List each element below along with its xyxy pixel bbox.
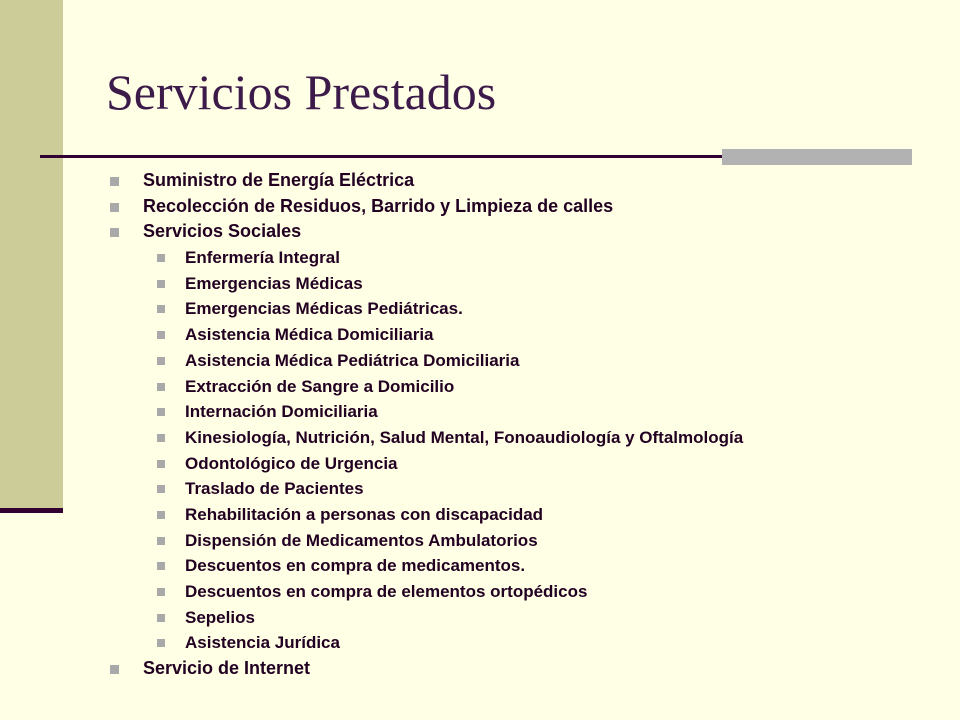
slide-title: Servicios Prestados <box>106 64 497 120</box>
sub-bullet-item <box>0 348 960 374</box>
bullet-text: Emergencias Médicas <box>185 273 363 293</box>
sub-bullet-item <box>0 528 960 554</box>
bullet-item <box>0 219 960 245</box>
bullet-text: Rehabilitación a personas con discapacidad <box>185 504 544 524</box>
bullet-item <box>0 194 960 220</box>
square-bullet-icon <box>110 665 119 674</box>
sub-bullet-item <box>0 271 960 297</box>
bullet-text: Recolección de Residuos, Barrido y Limpieza de calles <box>143 195 614 216</box>
bullet-text: Internación Domiciliaria <box>185 402 378 422</box>
square-bullet-icon <box>157 305 165 313</box>
square-bullet-icon <box>157 357 165 365</box>
bullet-text: Asistencia Médica Pediátrica Domiciliaria <box>185 350 520 370</box>
square-bullet-icon <box>157 537 165 545</box>
bullet-item <box>0 656 960 682</box>
bullet-list <box>0 168 960 682</box>
bullet-text: Traslado de Pacientes <box>185 479 364 499</box>
sub-bullet-item <box>0 630 960 656</box>
bullet-text: Asistencia Médica Domiciliaria <box>185 325 434 345</box>
square-bullet-icon <box>157 280 165 288</box>
bullet-text: Kinesiología, Nutrición, Salud Mental, Fonoaudiología y Oftalmología <box>185 427 744 447</box>
square-bullet-icon <box>110 228 119 237</box>
bullet-text: Servicio de Internet <box>143 658 311 679</box>
bullet-text: Sepelios <box>185 607 255 627</box>
square-bullet-icon <box>110 177 119 186</box>
square-bullet-icon <box>157 434 165 442</box>
bullet-text: Extracción de Sangre a Domicilio <box>185 376 455 396</box>
square-bullet-icon <box>157 511 165 519</box>
square-bullet-icon <box>157 614 165 622</box>
sub-bullet-item <box>0 451 960 477</box>
title-underline-accent-block <box>722 149 912 165</box>
sub-bullet-item <box>0 245 960 271</box>
sub-bullet-item <box>0 374 960 400</box>
sub-bullet-item <box>0 425 960 451</box>
square-bullet-icon <box>157 408 165 416</box>
square-bullet-icon <box>157 383 165 391</box>
bullet-item <box>0 168 960 194</box>
sub-bullet-item <box>0 476 960 502</box>
bullet-text: Enfermería Integral <box>185 248 340 268</box>
bullet-text: Emergencias Médicas Pediátricas. <box>185 299 463 319</box>
square-bullet-icon <box>157 460 165 468</box>
bullet-text: Descuentos en compra de elementos ortopédicos <box>185 582 588 601</box>
square-bullet-icon <box>157 639 165 647</box>
sub-bullet-item <box>0 296 960 322</box>
square-bullet-icon <box>157 562 165 570</box>
bullet-text: Dispensión de Medicamentos Ambulatorios <box>185 530 538 550</box>
bullet-text: Odontológico de Urgencia <box>185 453 398 473</box>
sub-bullet-item <box>0 322 960 348</box>
sub-bullet-item <box>0 399 960 425</box>
sub-bullet-item <box>0 553 960 579</box>
bullet-text: Suministro de Energía Eléctrica <box>143 170 415 190</box>
square-bullet-icon <box>157 485 165 493</box>
square-bullet-icon <box>110 203 119 212</box>
sub-bullet-item <box>0 502 960 528</box>
square-bullet-icon <box>157 331 165 339</box>
bullet-text: Descuentos en compra de medicamentos. <box>185 556 526 576</box>
bullet-text: Servicios Sociales <box>143 221 302 242</box>
sub-bullet-item <box>0 605 960 631</box>
square-bullet-icon <box>157 254 165 262</box>
square-bullet-icon <box>157 588 165 596</box>
bullet-text: Asistencia Jurídica <box>185 633 340 653</box>
sub-bullet-item <box>0 579 960 605</box>
